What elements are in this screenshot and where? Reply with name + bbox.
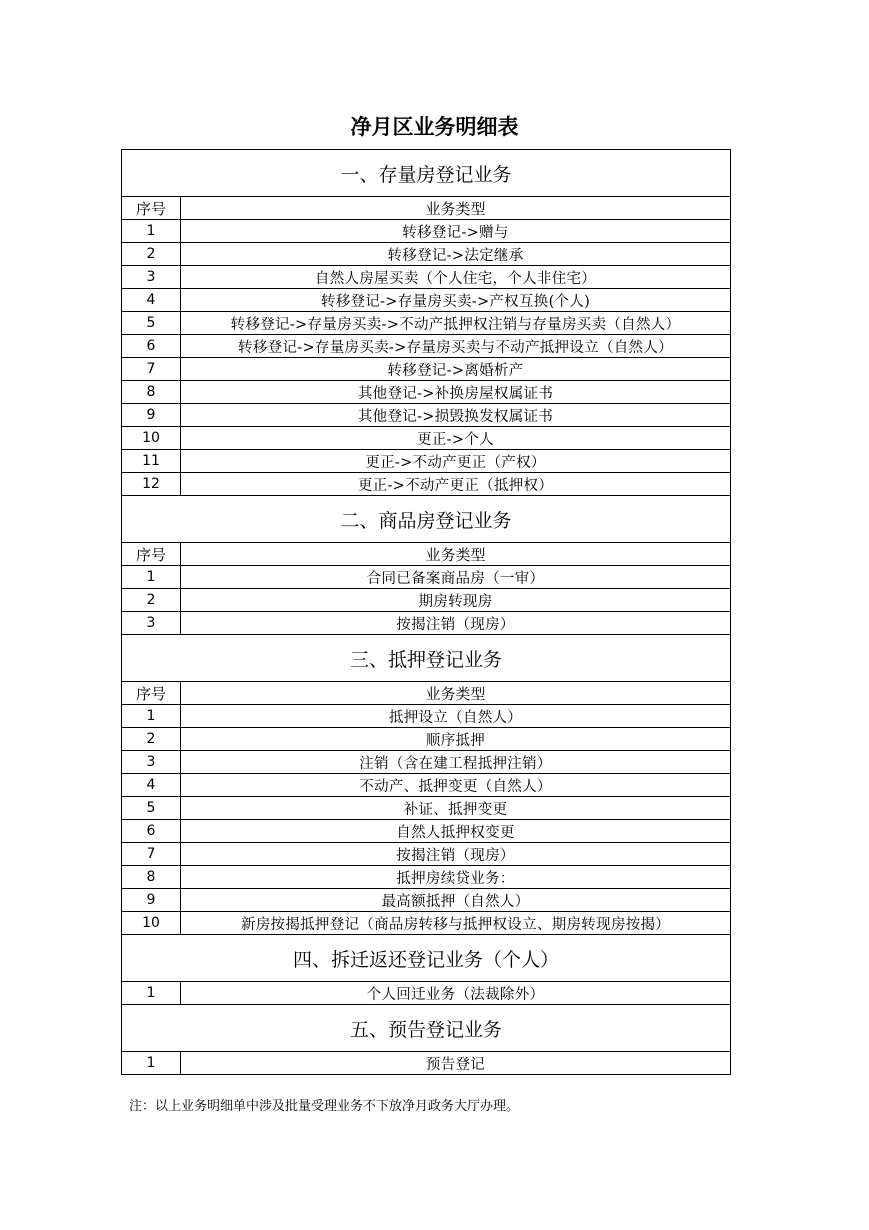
row-business-type: 其他登记->损毁换发权属证书	[181, 404, 731, 427]
row-business-type: 最高额抵押（自然人）	[181, 889, 731, 912]
table-row	[122, 243, 731, 266]
business-table-body	[122, 150, 731, 1075]
table-row	[122, 1052, 731, 1075]
row-number: 1	[122, 705, 181, 728]
row-number: 7	[122, 358, 181, 381]
row-number: 7	[122, 843, 181, 866]
row-number: 10	[122, 912, 181, 935]
row-business-type: 新房按揭抵押登记（商品房转移与抵押权设立、期房转现房按揭）	[181, 912, 731, 935]
row-business-type: 个人回迁业务（法裁除外）	[181, 982, 731, 1005]
table-row	[122, 404, 731, 427]
row-number: 3	[122, 266, 181, 289]
table-row	[122, 774, 731, 797]
row-number: 2	[122, 243, 181, 266]
table-row	[122, 566, 731, 589]
table-row	[122, 381, 731, 404]
row-number: 6	[122, 820, 181, 843]
row-business-type: 合同已备案商品房（一审）	[181, 566, 731, 589]
row-number: 5	[122, 797, 181, 820]
table-row	[122, 843, 731, 866]
row-business-type: 按揭注销（现房）	[181, 843, 731, 866]
row-number: 12	[122, 473, 181, 496]
row-number: 10	[122, 427, 181, 450]
row-business-type: 更正->个人	[181, 427, 731, 450]
column-header-type: 业务类型	[181, 682, 731, 705]
row-number: 11	[122, 450, 181, 473]
business-table	[121, 149, 731, 1075]
section-heading-row	[122, 935, 731, 982]
row-business-type: 自然人房屋买卖（个人住宅，个人非住宅）	[181, 266, 731, 289]
row-number: 1	[122, 982, 181, 1005]
row-business-type: 预告登记	[181, 1052, 731, 1075]
section-heading: 三、抵押登记业务	[122, 635, 731, 682]
document-title: 净月区业务明细表	[350, 115, 519, 139]
section-heading: 五、预告登记业务	[122, 1005, 731, 1052]
column-header-no: 序号	[122, 197, 181, 220]
table-row	[122, 312, 731, 335]
table-row	[122, 473, 731, 496]
table-row	[122, 289, 731, 312]
row-business-type: 补证、抵押变更	[181, 797, 731, 820]
row-number: 2	[122, 728, 181, 751]
table-row	[122, 728, 731, 751]
row-business-type: 转移登记->离婚析产	[181, 358, 731, 381]
table-row	[122, 335, 731, 358]
table-row	[122, 751, 731, 774]
row-number: 8	[122, 866, 181, 889]
row-business-type: 顺序抵押	[181, 728, 731, 751]
row-number: 9	[122, 404, 181, 427]
table-row	[122, 266, 731, 289]
row-number: 1	[122, 220, 181, 243]
table-row	[122, 912, 731, 935]
column-header-row	[122, 197, 731, 220]
table-row	[122, 797, 731, 820]
row-business-type: 转移登记->存量房买卖->不动产抵押权注销与存量房买卖（自然人）	[181, 312, 731, 335]
section-heading-row	[122, 1005, 731, 1052]
table-row	[122, 427, 731, 450]
section-heading-row	[122, 496, 731, 543]
column-header-type: 业务类型	[181, 543, 731, 566]
table-row	[122, 450, 731, 473]
row-business-type: 转移登记->法定继承	[181, 243, 731, 266]
row-business-type: 其他登记->补换房屋权属证书	[181, 381, 731, 404]
column-header-row	[122, 543, 731, 566]
row-business-type: 抵押房续贷业务：	[181, 866, 731, 889]
row-number: 5	[122, 312, 181, 335]
row-number: 6	[122, 335, 181, 358]
section-heading-row	[122, 150, 731, 197]
table-row	[122, 866, 731, 889]
row-business-type: 转移登记->存量房买卖->存量房买卖与不动产抵押设立（自然人）	[181, 335, 731, 358]
table-row	[122, 612, 731, 635]
table-row	[122, 820, 731, 843]
section-heading: 二、商品房登记业务	[122, 496, 731, 543]
section-heading: 四、拆迁返还登记业务（个人）	[122, 935, 731, 982]
row-business-type: 注销（含在建工程抵押注销）	[181, 751, 731, 774]
row-business-type: 按揭注销（现房）	[181, 612, 731, 635]
row-business-type: 转移登记->赠与	[181, 220, 731, 243]
row-number: 3	[122, 612, 181, 635]
row-number: 9	[122, 889, 181, 912]
row-business-type: 不动产、抵押变更（自然人）	[181, 774, 731, 797]
table-row	[122, 220, 731, 243]
row-business-type: 更正->不动产更正（产权）	[181, 450, 731, 473]
table-row	[122, 705, 731, 728]
column-header-no: 序号	[122, 543, 181, 566]
row-business-type: 自然人抵押权变更	[181, 820, 731, 843]
row-business-type: 抵押设立（自然人）	[181, 705, 731, 728]
row-number: 1	[122, 1052, 181, 1075]
row-number: 4	[122, 774, 181, 797]
column-header-row	[122, 682, 731, 705]
column-header-type: 业务类型	[181, 197, 731, 220]
row-number: 4	[122, 289, 181, 312]
section-heading: 一、存量房登记业务	[122, 150, 731, 197]
row-business-type: 转移登记->存量房买卖->产权互换(个人)	[181, 289, 731, 312]
table-row	[122, 982, 731, 1005]
table-row	[122, 889, 731, 912]
footnote: 注：以上业务明细单中涉及批量受理业务不下放净月政务大厅办理。	[129, 1099, 520, 1114]
table-row	[122, 358, 731, 381]
row-business-type: 更正->不动产更正（抵押权）	[181, 473, 731, 496]
row-number: 1	[122, 566, 181, 589]
row-number: 2	[122, 589, 181, 612]
column-header-no: 序号	[122, 682, 181, 705]
row-business-type: 期房转现房	[181, 589, 731, 612]
section-heading-row	[122, 635, 731, 682]
table-row	[122, 589, 731, 612]
row-number: 3	[122, 751, 181, 774]
row-number: 8	[122, 381, 181, 404]
